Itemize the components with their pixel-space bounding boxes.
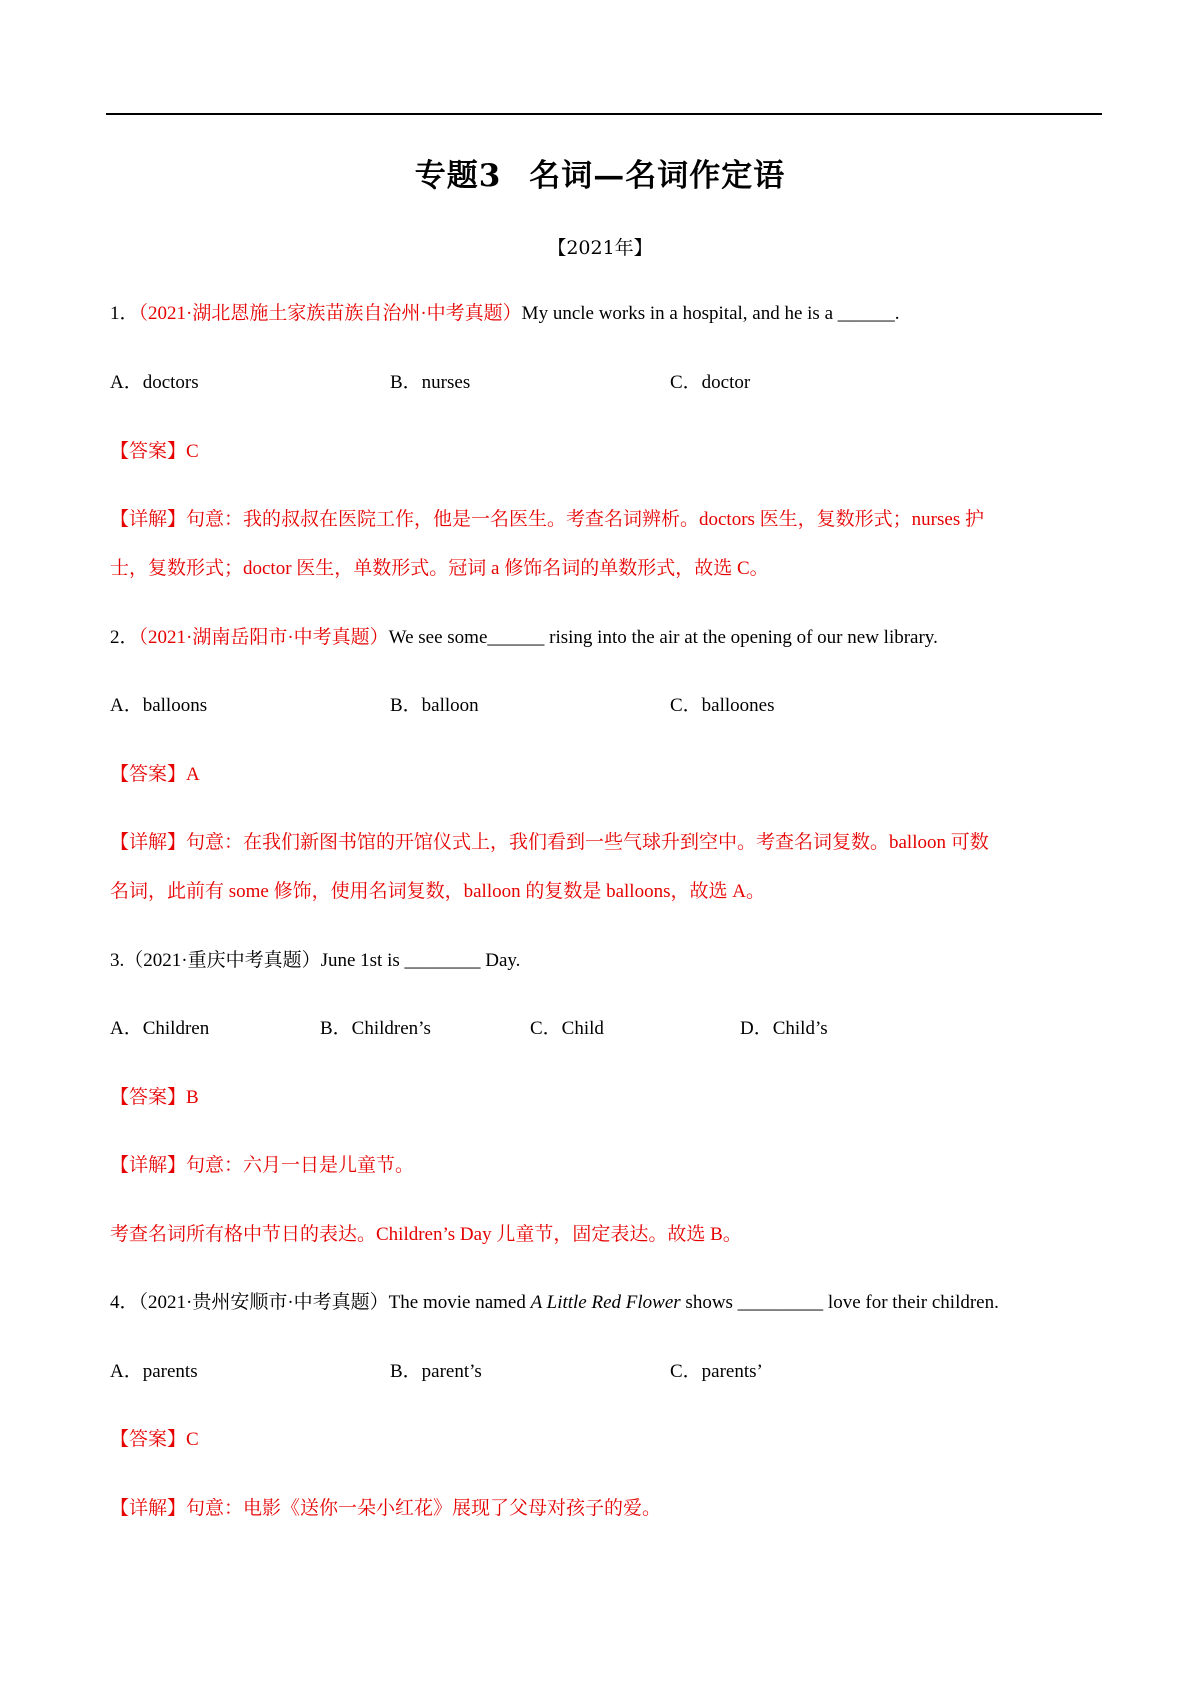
question-2 (110, 622, 938, 649)
detail-line-1: 【详解】句意：电影《送你一朵小红花》展现了父母对孩子的爱。 (110, 1498, 662, 1519)
year-tag: 【2021年】 (547, 237, 653, 259)
question-stem-a: The movie named (388, 1292, 531, 1313)
question-source: （2021·湖南岳阳市·中考真题） (138, 627, 389, 648)
question-3 (110, 945, 520, 972)
question-number: 1． (110, 303, 139, 324)
detail-line-2: 士，复数形式；doctor 医生，单数形式。冠词 a 修饰名词的单数形式，故选 C。 (110, 558, 769, 579)
option-c: C．doctor (670, 372, 751, 393)
question-1 (110, 298, 900, 325)
question-number: 3. (110, 950, 125, 971)
option-d: D．Child’s (740, 1018, 828, 1039)
answer: 【答案】C (110, 1429, 199, 1450)
title-sub: 名词—名词作定语 (529, 158, 786, 194)
question-number: 4． (110, 1292, 139, 1313)
detail-line-1: 【详解】句意：在我们新图书馆的开馆仪式上，我们看到一些气球升到空中。考查名词复数。balloon 可数 (110, 832, 989, 853)
option-b: B．Children’s (320, 1018, 431, 1039)
option-b: B．parent’s (390, 1361, 482, 1382)
option-c: C．Child (530, 1018, 604, 1039)
question-source: （2021·重庆中考真题） (124, 950, 321, 971)
question-source: （2021·湖北恩施土家族苗族自治州·中考真题） (138, 303, 522, 324)
answer: 【答案】B (110, 1087, 199, 1108)
movie-title: A Little Red Flower (530, 1292, 681, 1313)
option-b: B．nurses (390, 372, 471, 393)
title-main: 专题3 (414, 158, 502, 194)
option-c: C．parents’ (670, 1361, 763, 1382)
question-stem: My uncle works in a hospital, and he is a ______. (521, 303, 900, 324)
question-stem: We see some______ rising into the air at the opening of our new library. (388, 627, 938, 648)
detail-line-1: 【详解】句意：六月一日是儿童节。 (110, 1155, 415, 1176)
answer: 【答案】A (110, 764, 200, 785)
detail-line-2: 考查名词所有格中节日的表达。Children’s Day 儿童节，固定表达。故选 B。 (110, 1224, 742, 1245)
detail-line-2: 名词，此前有 some 修饰，使用名词复数，balloon 的复数是 balloons，故选 A。 (110, 881, 765, 902)
question-stem: June 1st is ________ Day. (320, 950, 521, 971)
option-a: A．parents (110, 1361, 198, 1382)
question-4 (110, 1287, 999, 1314)
option-a: A．balloons (110, 695, 208, 716)
option-a: A．Children (110, 1018, 210, 1039)
header-rule (106, 113, 1102, 115)
option-a: A．doctors (110, 372, 199, 393)
page-title (0, 150, 1200, 195)
question-number: 2． (110, 627, 139, 648)
question-stem-b: shows _________ love for their children. (680, 1292, 999, 1313)
detail-line-1: 【详解】句意：我的叔叔在医院工作，他是一名医生。考查名词辨析。doctors 医生，复数形式；nurses 护 (110, 509, 984, 530)
option-c: C．balloones (670, 695, 775, 716)
option-b: B．balloon (390, 695, 479, 716)
question-source: （2021·贵州安顺市·中考真题） (138, 1292, 389, 1313)
answer: 【答案】C (110, 441, 199, 462)
